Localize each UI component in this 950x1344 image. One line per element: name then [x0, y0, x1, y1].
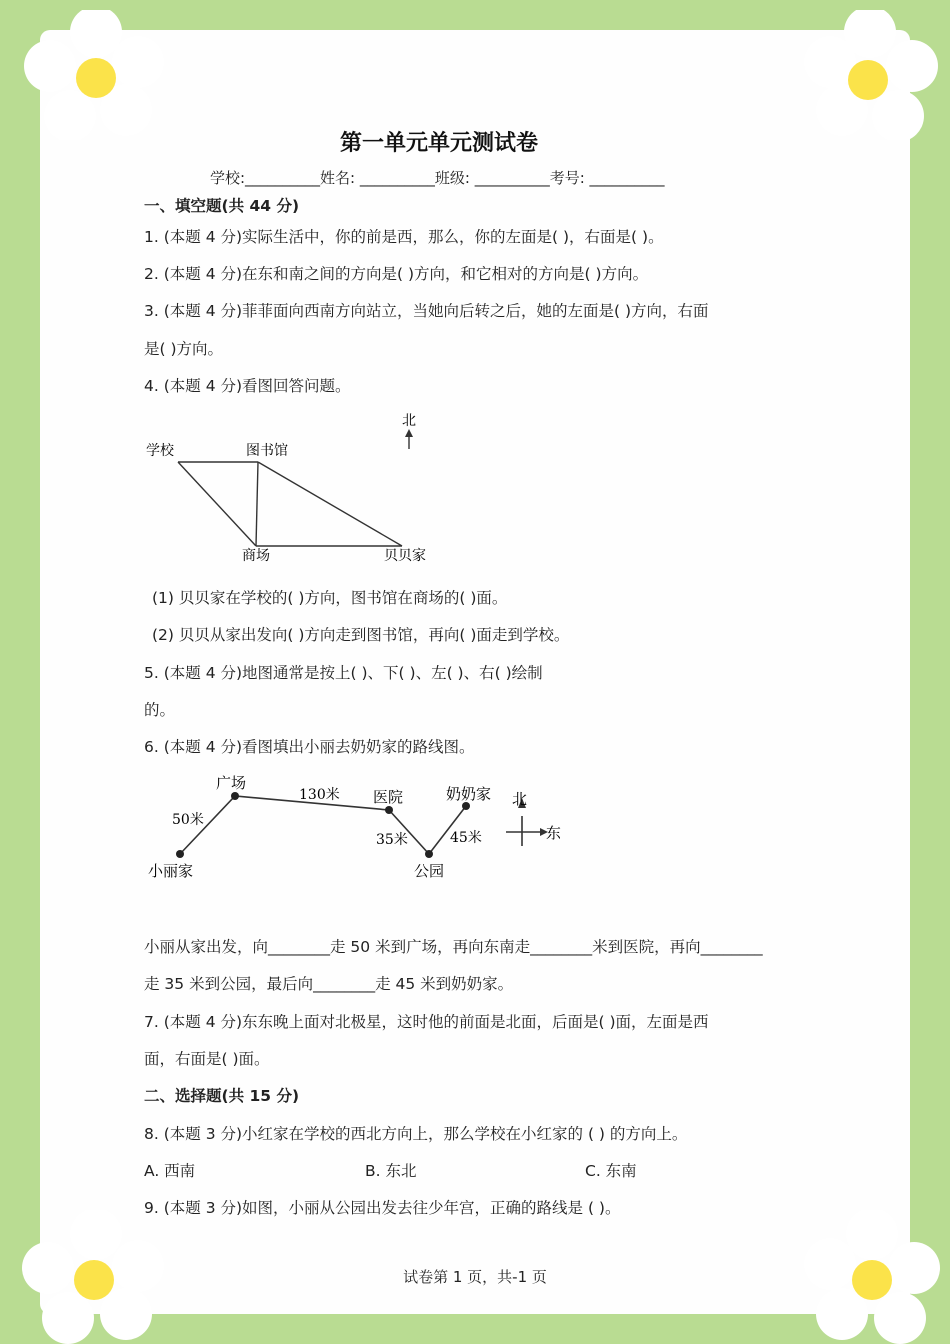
- label-distance-35: 35米: [376, 832, 408, 848]
- page-title: 第一单元单元测试卷: [339, 131, 538, 156]
- question-7-line-2: 面，右面是( )面。: [144, 1050, 270, 1068]
- label-distance-130: 130米: [299, 787, 340, 803]
- label-grandma-home: 奶奶家: [446, 785, 492, 803]
- question-5-line-2: 的。: [144, 701, 176, 719]
- section-heading-fill-blank: 一、填空题(共 44 分): [144, 197, 300, 215]
- question-6: 6. (本题 4 分)看图填出小丽去奶奶家的路线图。: [144, 738, 475, 756]
- label-school: 学校: [146, 443, 174, 459]
- page-footer: 试卷第 1 页，共-1 页: [403, 1268, 547, 1286]
- flower-decoration-top-right: [800, 10, 950, 140]
- label-park: 公园: [414, 862, 445, 880]
- label-xiaoli-home: 小丽家: [148, 862, 194, 880]
- question-8-option-b[interactable]: B. 东北: [365, 1162, 417, 1180]
- student-info-line: 学校:__________姓名: __________班级: __________考号: __________: [210, 169, 665, 187]
- question-8-option-a[interactable]: A. 西南: [144, 1162, 196, 1180]
- section-heading-choice: 二、选择题(共 15 分): [144, 1087, 300, 1105]
- label-hospital: 医院: [373, 788, 404, 806]
- question-2: 2. (本题 4 分)在东和南之间的方向是( )方向，和它相对的方向是( )方向。: [144, 265, 649, 283]
- question-4: 4. (本题 4 分)看图回答问题。: [144, 377, 351, 395]
- label-north: 北: [512, 790, 528, 808]
- question-5-line-1: 5. (本题 4 分)地图通常是按上( )、下( )、左( )、右( )绘制: [144, 664, 543, 682]
- question-3-line-1: 3. (本题 4 分)菲菲面向西南方向站立，当她向后转之后，她的左面是( )方向，右面: [144, 302, 709, 320]
- question-1: 1. (本题 4 分)实际生活中，你的前是西，那么，你的左面是( )，右面是( )。: [144, 228, 664, 246]
- label-square: 广场: [216, 774, 247, 792]
- label-north: 北: [402, 413, 416, 429]
- question-4-sub-1: (1) 贝贝家在学校的( )方向，图书馆在商场的( )面。: [152, 589, 508, 607]
- flower-decoration-top-left: [18, 10, 168, 140]
- question-6-answer-line-1: 小丽从家出发，向________走 50 米到广场，再向东南走________米到医院，再向________: [144, 938, 763, 956]
- question-6-answer-line-2: 走 35 米到公园，最后向________走 45 米到奶奶家。: [144, 975, 514, 993]
- question-8-option-c[interactable]: C. 东南: [585, 1162, 637, 1180]
- question-3-line-2: 是( )方向。: [144, 340, 224, 358]
- figure-2-route-map: [144, 768, 584, 888]
- label-library: 图书馆: [246, 443, 288, 459]
- figure-1-map: [144, 405, 444, 575]
- label-distance-50: 50米: [172, 812, 204, 828]
- north-arrow-icon: [405, 429, 413, 437]
- question-7-line-1: 7. (本题 4 分)东东晚上面对北极星，这时他的前面是北面，后面是( )面，左面是西: [144, 1013, 709, 1031]
- question-8: 8. (本题 3 分)小红家在学校的西北方向上，那么学校在小红家的 ( ) 的方向上。: [144, 1125, 688, 1143]
- question-4-sub-2: (2) 贝贝从家出发向( )方向走到图书馆，再向( )面走到学校。: [152, 626, 570, 644]
- label-beibei-home: 贝贝家: [384, 548, 426, 564]
- label-mall: 商场: [242, 548, 270, 564]
- question-9: 9. (本题 3 分)如图，小丽从公园出发去往少年宫，正确的路线是 ( )。: [144, 1199, 621, 1217]
- label-distance-45: 45米: [450, 830, 482, 846]
- label-east: 东: [546, 824, 562, 842]
